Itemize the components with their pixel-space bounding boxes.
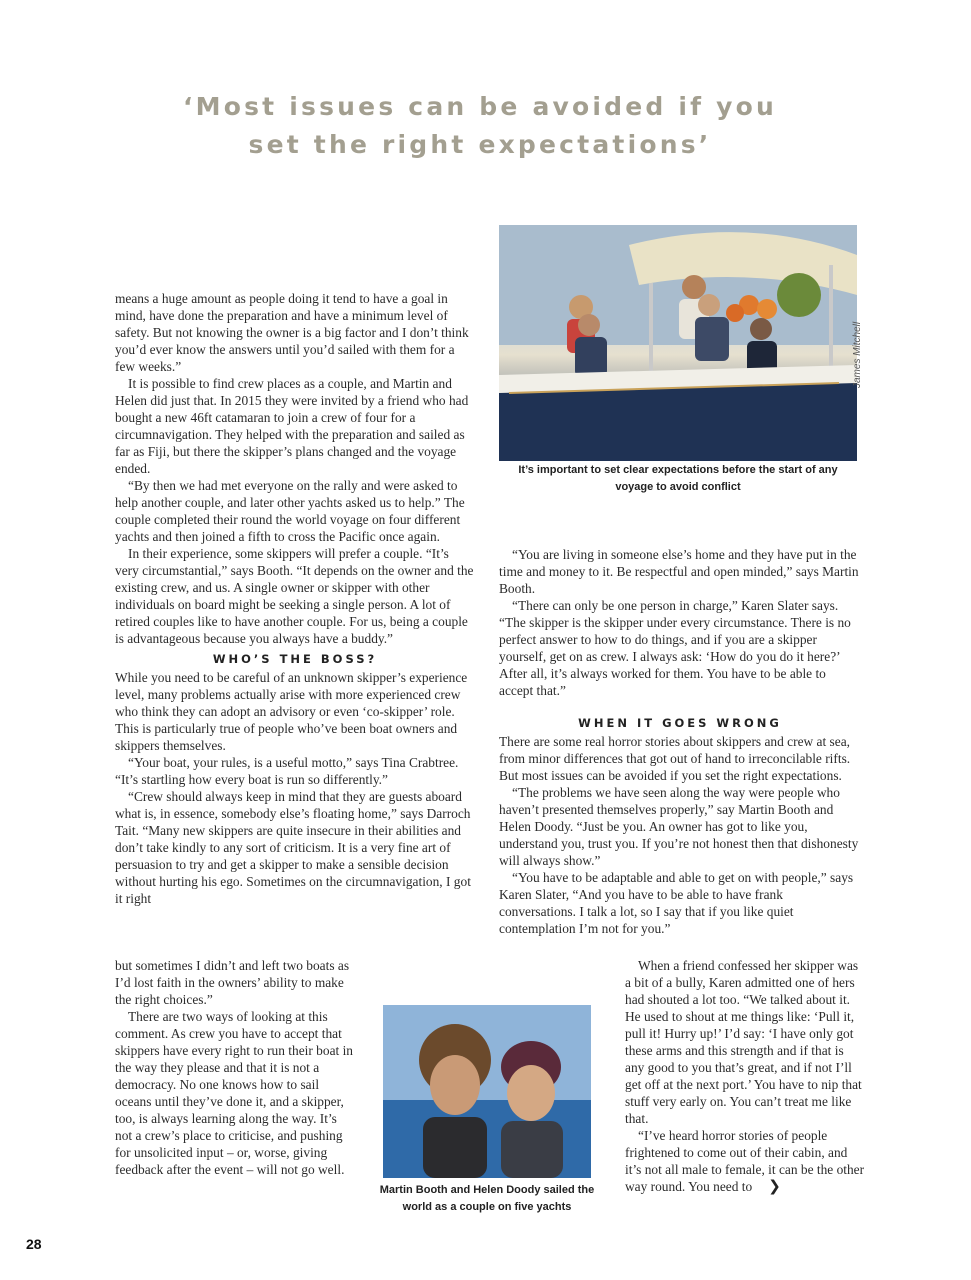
paragraph: “There can only be one person in charge,” Karen Slater says. “The skipper is the skipper under every circumstance. There is no perfect answer to how to do things, and if you are a skipper yourself, get on as crew. I always ask: ‘How do you do it here?’ After all, it’s always worked for them. You have to be able to accept that.” <box>499 598 851 698</box>
section-heading-whos-the-boss: WHO’S THE BOSS? <box>212 652 378 666</box>
paragraph-text: “I’ve heard horror stories of people frightened to come out of their cabin, and it’s not all male to female, it can be the other way round. You need to <box>625 1128 865 1194</box>
paragraph: “You are living in someone else’s home and they have put in the time and money to it. Be respectful and open minded,” says Martin Booth. <box>499 547 859 596</box>
photo-caption-2: Martin Booth and Helen Doody sailed the world as a couple on five yachts <box>379 1184 595 1213</box>
photo-credit: James Mitchell <box>852 321 863 388</box>
paragraph: When a friend confessed her skipper was a bit of a bully, Karen admitted one of hers had shouted a lot too. “We talked about it. He used to shout at me things like: ‘Pull it, pull it! Hurry up!’ I’d say: ‘I have only got these arms and this strength and if that is any good to you that’s great, and if not I’ll get off at the next port.’ You have to nip that stuff very early on. You can’t treat me like that. <box>625 958 862 1126</box>
paragraph: It is possible to find crew places as a couple, and Martin and Helen did just that. In 2015 they were invited by a friend who had bought a new 46ft catamaran to join a crew of four for a circumnavigation. They helped with the preparation and sailed as far as Fiji, but there the skipper’s plans changed and the voyage ended. <box>115 376 469 476</box>
paragraph: “Crew should always keep in mind that they are guests aboard what is, in essence, somebody else’s floating home,” says Darroch Tait. “Many new skippers are quite insecure in their abilities and don’t take kindly to any sort of criticism. It is a very fine art of persuasion to try and get a skipper to make a sensible decision without hurting his ego. Sometimes on the circumnavigation, I got it right <box>115 789 471 906</box>
paragraph: There are two ways of looking at this comment. As crew you have to accept that skippers have every right to run their boat in the way they please and that it is not a democracy. No one knows how to sail oceans until they’ve done it, and a skipper, too, is always learning along the way. It’s not a crew’s place to criticise, and pushing for unsolicited input – or, worse, giving feedback after the event – will not go well. <box>115 1009 353 1177</box>
section-heading-when-it-goes-wrong: WHEN IT GOES WRONG <box>578 716 782 730</box>
couple-photo <box>383 1005 591 1178</box>
paragraph: “You have to be adaptable and able to get on with people,” says Karen Slater, “And you have to be able to have frank conversations. I talk a lot, so I say that if you like quiet contemplation I’m not for you.” <box>499 870 854 936</box>
article-column-right-lower <box>625 957 865 1195</box>
crew-on-yacht-photo <box>499 225 857 461</box>
paragraph: but sometimes I didn’t and left two boats as I’d lost faith in the owners’ ability to make the right choices.” <box>115 958 350 1007</box>
crew-on-yacht-illustration <box>499 225 857 461</box>
paragraph: There are some real horror stories about skippers and crew at sea, from minor differences that got out of hand to irreconcilable rifts. But most issues can be avoided if you set the right expectations. <box>499 734 851 783</box>
pull-quote-line-1: ‘Most issues can be avoided if you <box>182 92 778 121</box>
article-column-right <box>499 546 861 937</box>
paragraph: “The problems we have seen along the way were people who haven’t presented themselves properly,” say Martin Booth and Helen Doody. “Just be you. An owner has got to like you, understand you, trust you. If you’re not honest then that dishonesty will always show.” <box>499 785 859 868</box>
paragraph: In their experience, some skippers will prefer a couple. “It’s very circumstantial,” says Booth. “It depends on the owner and the existing crew, and us. A single owner or skipper with other individuals on board might be seeking a single person. A lot of retired couples like to have another couple. For us, being a couple is advantageous because you always have a buddy.” <box>115 546 474 646</box>
page-number: 28 <box>26 1236 42 1252</box>
couple-illustration <box>383 1005 591 1178</box>
article-column-left-lower <box>115 957 355 1178</box>
paragraph: “By then we had met everyone on the rally and were asked to help another couple, and later other yachts asked us to help.” The couple completed their round the world voyage on four different yachts and then joined a fifth to cross the Pacific once again. <box>115 478 465 544</box>
paragraph: While you need to be careful of an unknown skipper’s experience level, many problems actually arise with more experienced crew who think they can adopt an advisory or even ‘co-skipper’ role. This is particularly true of people who’ve been boat owners and skippers themselves. <box>115 670 468 753</box>
paragraph: “Your boat, your rules, is a useful motto,” says Tina Crabtree. “It’s startling how every boat is run so differently.” <box>115 755 459 787</box>
continue-arrow-icon: ❯ <box>768 1177 781 1195</box>
pull-quote <box>180 88 780 164</box>
paragraph: means a huge amount as people doing it tend to have a goal in mind, have done the preparation and have a minimum level of safety. But not knowing the owner is a big factor and I don’t think you’d ever know the answers until you’d sailed with them for a few weeks.” <box>115 291 469 374</box>
photo-caption-1: It’s important to set clear expectations before the start of any voyage to avoid conflict <box>518 464 838 493</box>
paragraph <box>625 1127 865 1195</box>
pull-quote-line-2: set the right expectations’ <box>248 130 712 159</box>
article-column-left <box>115 290 475 907</box>
